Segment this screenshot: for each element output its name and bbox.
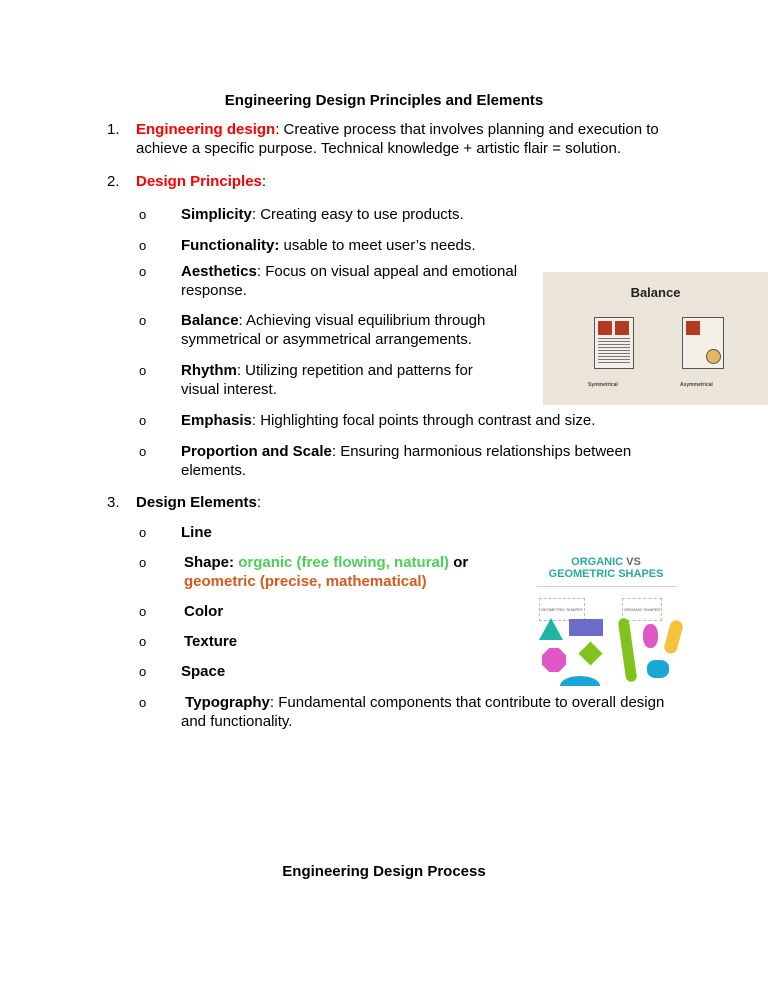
bullet: o (139, 444, 147, 459)
term: Rhythm (181, 362, 237, 379)
organic-shapes-label: ORGANIC SHAPES (622, 598, 662, 621)
organic-blue-shape (647, 660, 669, 678)
term: Proportion and Scale (181, 443, 332, 460)
circle-shape (560, 676, 600, 686)
desc: usable to meet user’s needs. (279, 237, 476, 254)
organic-yellow-shape (663, 619, 684, 655)
desc: : Fundamental components that contribute to overall design and functionality. (181, 694, 665, 730)
organic-text: organic (free flowing, natural) (238, 554, 450, 571)
symmetrical-label: Symmetrical (588, 382, 618, 388)
geometric-text: geometric (precise, mathematical) (184, 573, 427, 590)
octagon-shape (542, 648, 566, 672)
principle-item (181, 411, 661, 430)
principle-item (181, 205, 661, 224)
section-text: : Creative process that involves planning and execution to achieve a specific purpose. Technical knowledge + artistic flair = solution. (136, 121, 659, 157)
desc: : Ensuring harmonious relationships between elements. (181, 443, 632, 479)
principle-item (181, 262, 526, 300)
diamond-shape (578, 641, 602, 665)
section-engineering-design (136, 120, 676, 158)
section-title-design-process: Engineering Design Process (282, 863, 486, 880)
asymmetrical-label: Asymmetrical (680, 382, 713, 388)
element-item-shape (184, 553, 494, 591)
bullet: o (139, 664, 147, 679)
bullet: o (139, 525, 147, 540)
term: Functionality: (181, 237, 280, 254)
term: Line (181, 524, 212, 541)
term: Typography (185, 694, 270, 711)
organic-green-shape (618, 618, 638, 683)
term: Texture (184, 633, 238, 650)
term: Space (181, 663, 226, 680)
principle-item (181, 311, 511, 349)
organic-pink-shape (643, 624, 658, 648)
section-heading: Design Principles (136, 173, 262, 190)
principle-item (181, 236, 661, 255)
element-item (184, 632, 237, 651)
desc: : Focus on visual appeal and emotional response. (181, 263, 518, 299)
desc: : Creating easy to use products. (251, 206, 464, 223)
section-number: 2. (107, 173, 120, 190)
term: Balance (181, 312, 239, 329)
term: Aesthetics (181, 263, 257, 280)
triangle-shape (539, 618, 563, 640)
desc: : Utilizing repetition and patterns for visual interest. (181, 362, 473, 398)
organic-vs-geometric-image (527, 552, 685, 686)
section-design-principles (136, 172, 676, 191)
bullet: o (139, 604, 147, 619)
term: Simplicity (181, 206, 252, 223)
desc: : Highlighting focal points through contrast and size. (251, 412, 596, 429)
balance-image (543, 272, 768, 405)
balance-image-title: Balance (630, 285, 681, 300)
bullet: o (139, 264, 147, 279)
bullet: o (139, 363, 147, 378)
section-heading: Design Elements (136, 494, 257, 511)
bullet: o (139, 313, 147, 328)
bullet: o (139, 634, 147, 649)
desc: : Achieving visual equilibrium through symmetrical or asymmetrical arrangements. (181, 312, 486, 348)
rectangle-shape (569, 619, 603, 636)
principle-item (181, 361, 511, 399)
document-title: Engineering Design Principles and Elements (224, 92, 544, 109)
bullet: o (139, 555, 147, 570)
term: Shape: (184, 554, 235, 571)
bullet: o (139, 413, 147, 428)
geometric-shapes-label: GEOMETRIC SHAPES (539, 598, 585, 621)
asymmetrical-layout-icon (682, 317, 724, 369)
or-text: or (453, 554, 469, 571)
bullet: o (139, 238, 147, 253)
term: Emphasis (181, 412, 252, 429)
section-design-elements (136, 493, 676, 512)
section-text: : (256, 494, 262, 511)
symmetrical-layout-icon (594, 317, 634, 369)
section-number: 1. (107, 121, 120, 138)
element-item (181, 693, 671, 731)
section-text: : (261, 173, 267, 190)
element-item (181, 523, 212, 542)
element-item (184, 602, 223, 621)
term: Color (184, 603, 224, 620)
bullet: o (139, 207, 147, 222)
section-heading: Engineering design (136, 121, 276, 138)
bullet: o (139, 695, 147, 710)
section-number: 3. (107, 494, 120, 511)
element-item (181, 662, 225, 681)
shapes-image-title: ORGANIC VS GEOMETRIC SHAPES (548, 556, 664, 580)
principle-item (181, 442, 651, 480)
